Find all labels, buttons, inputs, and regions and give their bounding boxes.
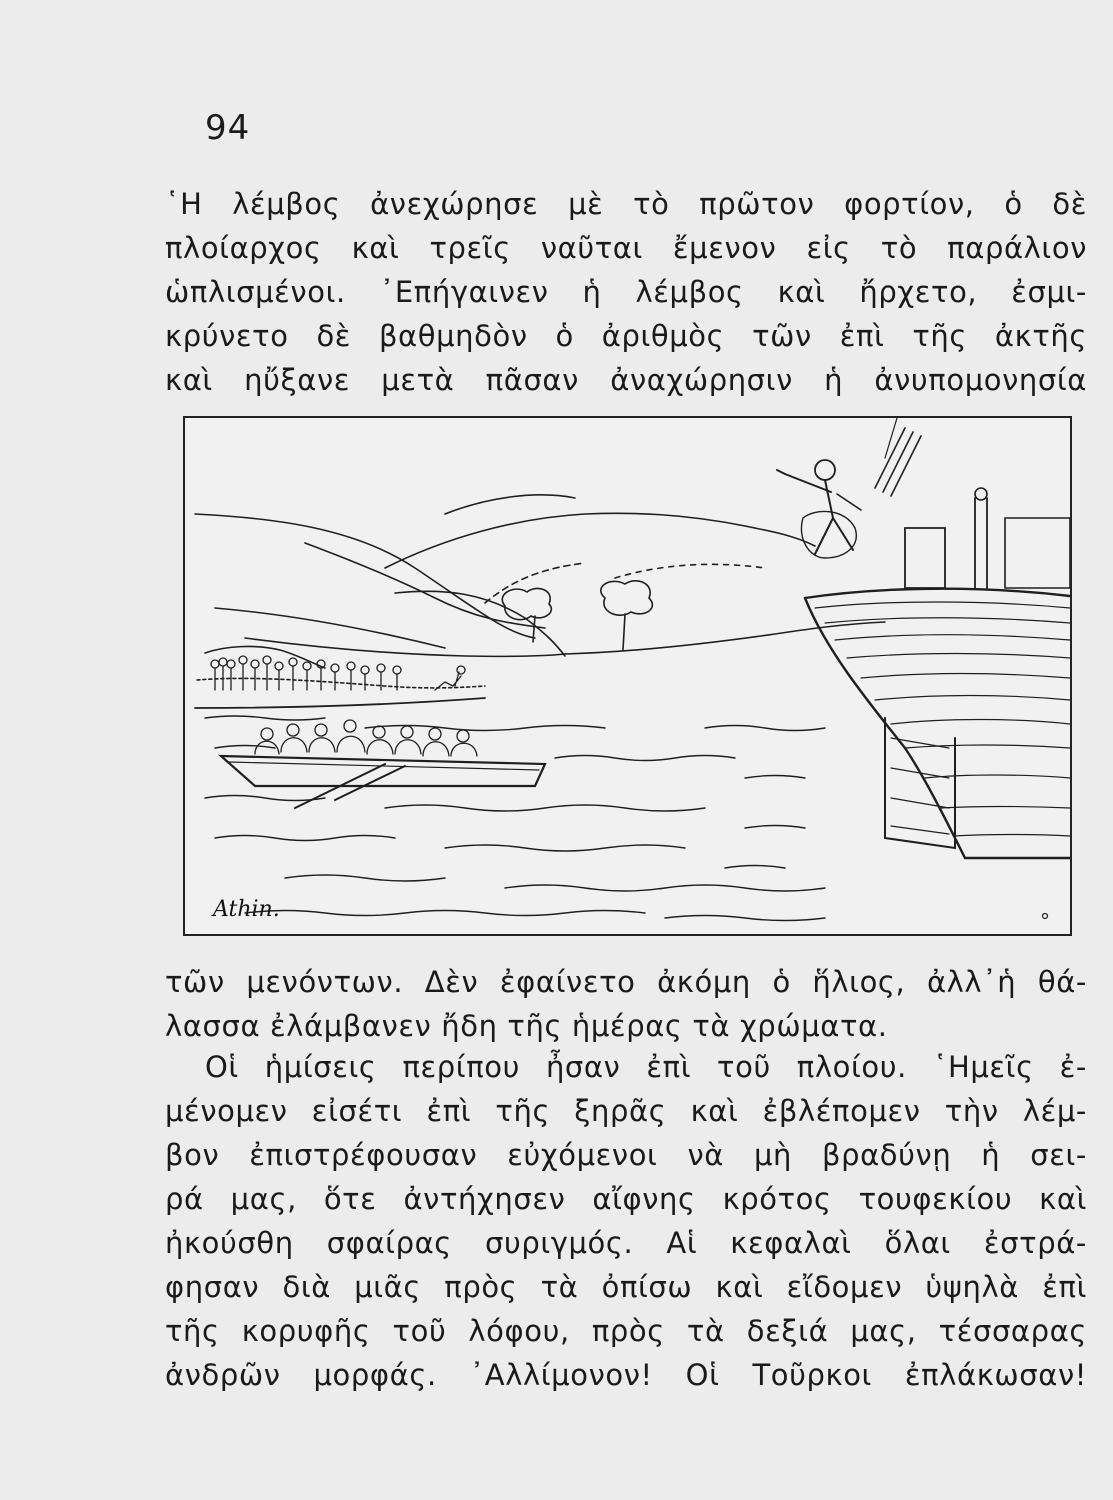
illustration xyxy=(183,416,1072,936)
text-line: τῶν μενόντων. Δὲν ἐφαίνετο ἀκόμη ὁ ἥλιος, ἀλλ᾿ἡ θά- xyxy=(165,965,1087,999)
text-line: ρά μας, ὅτε ἀντήχησεν αἴφνης κρότος τουφεκίου καὶ xyxy=(165,1182,1087,1216)
illustration-drawing xyxy=(185,418,1070,934)
text-line: τῆς κορυφῆς τοῦ λόφου, πρὸς τὰ δεξιά μας, τέσσαρας xyxy=(165,1314,1087,1348)
hill-line xyxy=(195,514,535,638)
text-line: βον ἐπιστρέφουσαν εὐχόμενοι νὰ μὴ βραδύνῃ ἡ σει- xyxy=(165,1138,1087,1172)
text-line: φησαν διὰ μιᾶς πρὸς τὰ ὀπίσω καὶ εἴδομεν ὑψηλὰ ἐπὶ xyxy=(165,1270,1087,1304)
text-line: κρύνετο δὲ βαθμηδὸν ὁ ἀριθμὸς τῶν ἐπὶ τῆς ἀκτῆς xyxy=(165,319,1087,353)
illustration-signature: Athin. xyxy=(213,897,280,922)
text-line: ὡπλισμένοι. ᾿Επήγαινεν ἡ λέμβος καὶ ἤρχετο, ἐσμι- xyxy=(165,275,1087,309)
text-line: μένομεν εἰσέτι ἐπὶ τῆς ξηρᾶς καὶ ἐβλέπομεν τὴν λέμ- xyxy=(165,1094,1087,1128)
text-line: καὶ ηὔξανε μετὰ πᾶσαν ἀναχώρησιν ἡ ἀνυπομονησία xyxy=(165,363,1087,397)
text-line: πλοίαρχος καὶ τρεῖς ναῦται ἔμενον εἰς τὸ παράλιον xyxy=(165,231,1087,265)
paragraph-top xyxy=(165,182,1087,402)
paragraph-middle xyxy=(165,960,1087,1048)
text-line: λασσα ἐλάμβανεν ἤδη τῆς ἡμέρας τὰ χρώματα. xyxy=(165,1009,888,1043)
text-line: ἠκούσθη σφαίρας συριγμός. Αἱ κεφαλαὶ ὅλαι ἐστρά- xyxy=(165,1226,1087,1260)
text-line: ἀνδρῶν μορφάς. ᾿Αλλίμονον! Οἱ Τοῦρκοι ἐπλάκωσαν! xyxy=(165,1358,1087,1392)
text-line: ῾Η λέμβος ἀνεχώρησε μὲ τὸ πρῶτον φορτίον, ὁ δὲ xyxy=(165,187,1087,221)
paragraph-bottom xyxy=(165,1045,1087,1397)
page-number: 94 xyxy=(205,108,251,148)
text-line: Οἱ ἡμίσεις περίπου ἦσαν ἐπὶ τοῦ πλοίου. ῾Ημεῖς ἐ- xyxy=(205,1050,1087,1084)
